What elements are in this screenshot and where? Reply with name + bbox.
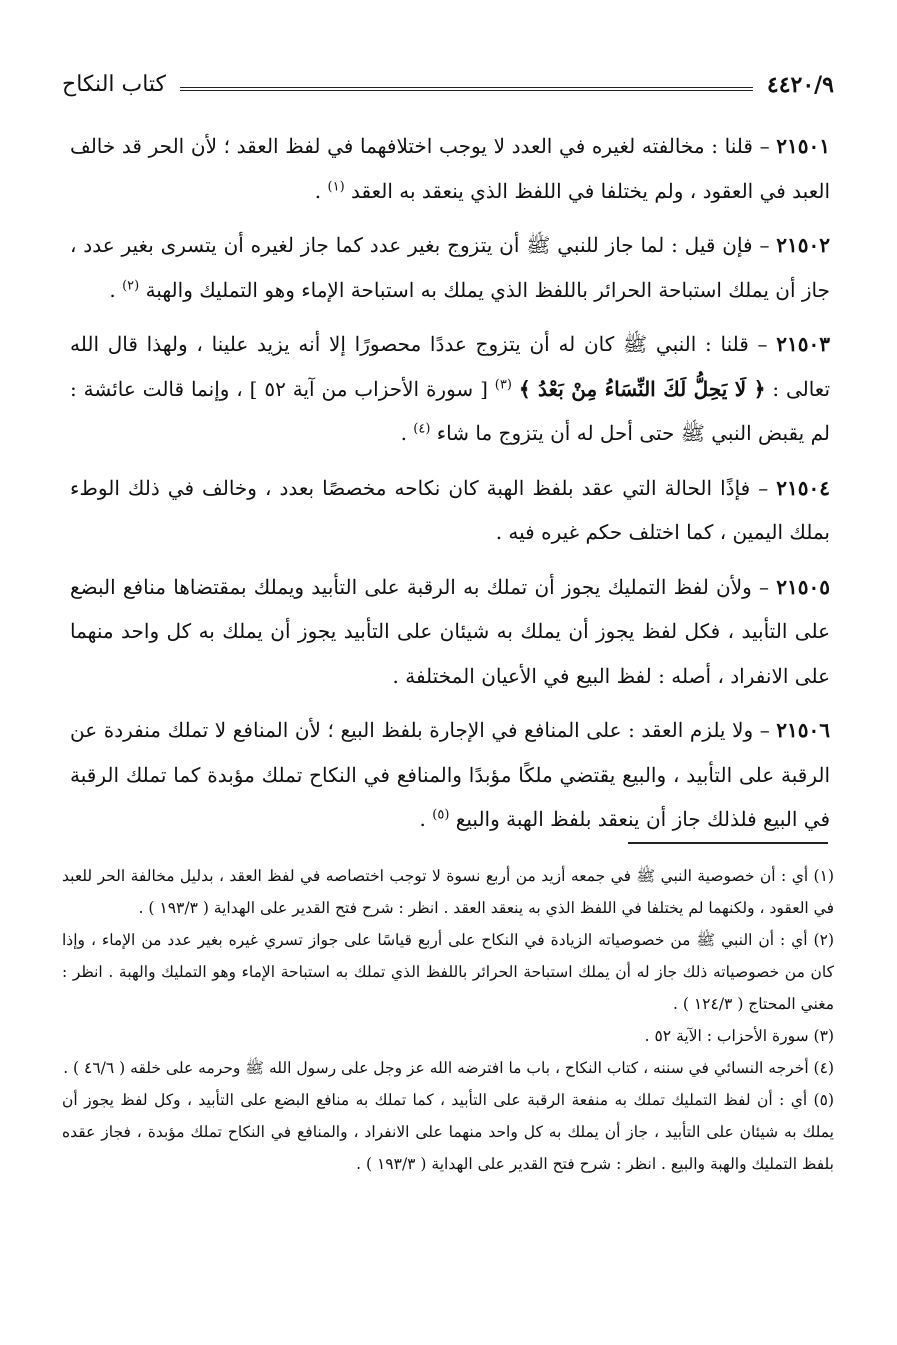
paragraph-end: .	[419, 807, 433, 831]
paragraph-21505	[70, 565, 830, 699]
header-rule	[180, 87, 753, 91]
footnote-ref[interactable]: (٤)	[413, 421, 431, 437]
paragraph-number: ٢١٥٠٣	[776, 332, 830, 356]
footnotes	[62, 860, 834, 1180]
paragraph-21501	[70, 124, 830, 213]
footnote-3: (٣) سورة الأحزاب : الآية ٥٢ .	[644, 1027, 834, 1045]
paragraph-21503	[70, 322, 830, 456]
footnote-ref[interactable]: (١)	[327, 178, 345, 194]
paragraph-end: .	[109, 277, 123, 302]
paragraph-number: ٢١٥٠٦	[776, 718, 831, 742]
footnote-5: (٥) أي : أن لفظ التمليك تملك به منفعة الرقبة على التأبيد ، كما تملك به منافع البضع على التأبيد ، وكل لفظ يجوز أن يملك به شيئان على التأبيد ، جاز أن يملك به كل واحد منهما على الانفراد ، والمنافع في النكاح تملك مؤبدة ، فجاز عقده بلفظ التمليك والهبة والبيع . انظر : شرح فتح القدير على الهداية ( ١٩٣/٣ ) .	[62, 1091, 834, 1173]
paragraph-number: ٢١٥٠١	[776, 134, 830, 158]
quran-verse: ﴿ لَا يَحِلُّ لَكَ النِّسَاءُ مِنْ بَعْدُ ﴾	[518, 376, 766, 401]
paragraph-21502	[70, 223, 830, 312]
main-text	[70, 124, 830, 852]
footnote-ref[interactable]: (٢)	[122, 277, 140, 293]
paragraph-21506	[70, 708, 830, 842]
paragraph-number: ٢١٥٠٢	[776, 233, 831, 257]
paragraph-number: ٢١٥٠٥	[776, 574, 830, 599]
paragraph-end: .	[314, 178, 328, 203]
paragraph-text: – فإن قيل : لما جاز للنبي ﷺ أن يتزوج بغير عدد كما جاز لغيره أن يتسرى بغير عدد ، جاز أن يملك استباحة الحرائر باللفظ الذي يملك به استباحة الإماء وهو التمليك والهبة	[70, 233, 830, 302]
paragraph-text: – ولا يلزم العقد : على المنافع في الإجارة بلفظ البيع ؛ لأن المنافع لا تملك منفردة عن الرقبة على التأبيد ، والبيع يقتضي ملكًا مؤبدًا والمنافع في النكاح تملك مؤبدة كما تملك الرقبة في البيع فلذلك جاز أن ينعقد بلفظ الهبة والبيع	[70, 718, 830, 831]
paragraph-text: – قلنا : مخالفته لغيره في العدد لا يوجب اختلافهما في لفظ العقد ؛ لأن الحر قد خالف العبد في العقود ، ولم يختلفا في اللفظ الذي ينعقد به العقد	[70, 134, 830, 203]
paragraph-number: ٢١٥٠٤	[776, 475, 830, 500]
paragraph-text: – قلنا : النبي ﷺ كان له أن يتزوج عددًا محصورًا إلا أنه يزيد علينا ، ولهذا قال الله تعالى :	[70, 332, 831, 401]
page-number: ٤٤٢٠/٩	[766, 72, 834, 98]
footnote-separator	[628, 842, 828, 844]
footnote-ref[interactable]: (٥)	[432, 807, 450, 823]
footnote-ref[interactable]: (٣)	[494, 376, 512, 392]
paragraph-end: .	[400, 421, 414, 445]
running-header	[62, 62, 834, 96]
footnote-4: (٤) أخرجه النسائي في سننه ، كتاب النكاح ، باب ما افترضه الله عز وجل على رسول الله ﷺ وحرمه على خلقه ( ٤٦/٦ ) .	[63, 1059, 834, 1077]
book-title: كتاب النكاح	[62, 72, 167, 97]
paragraph-text-continued: [ سورة الأحزاب من آية ٥٢ ] ، وإنما قالت عائشة : لم يقبض النبي ﷺ حتى أحل له أن يتزوج ما شاء	[70, 376, 830, 445]
paragraph-21504	[70, 466, 830, 555]
paragraph-text: – فإذًا الحالة التي عقد بلفظ الهبة كان نكاحه مخصصًا بعدد ، وخالف في ذلك الوطء بملك اليمين ، كما اختلف حكم غيره فيه .	[70, 475, 830, 544]
paragraph-text: – ولأن لفظ التمليك يجوز أن تملك به الرقبة على التأبيد ويملك بمقتضاها منافع البضع على التأبيد ، فكل لفظ يجوز أن يملك به شيئان على التأبيد يجوز أن يملك به كل واحد منهما على الانفراد ، أصله : لفظ البيع في الأعيان المختلفة .	[70, 574, 830, 688]
footnote-2: (٢) أي : أن النبي ﷺ من خصوصياته الزيادة في النكاح على أربع قياسًا على جواز تسري غيره بغير عدد من الإماء ، وإذا كان من خصوصياته ذلك جاز له أن يملك استباحة الحرائر باللفظ الذي تملك به استباحة الإماء وهو التمليك والهبة . انظر : مغني المحتاج ( ١٢٤/٣ ) .	[62, 931, 834, 1013]
footnote-1: (١) أي : أن خصوصية النبي ﷺ في جمعه أزيد من أربع نسوة لا توجب اختصاصه في لفظ العقد ، بدليل مخالفة الحر للعبد في العقود ، ولكنهما لم يختلفا في اللفظ الذي به ينعقد العقد . انظر : شرح فتح القدير على الهداية ( ١٩٣/٣ ) .	[62, 867, 834, 917]
